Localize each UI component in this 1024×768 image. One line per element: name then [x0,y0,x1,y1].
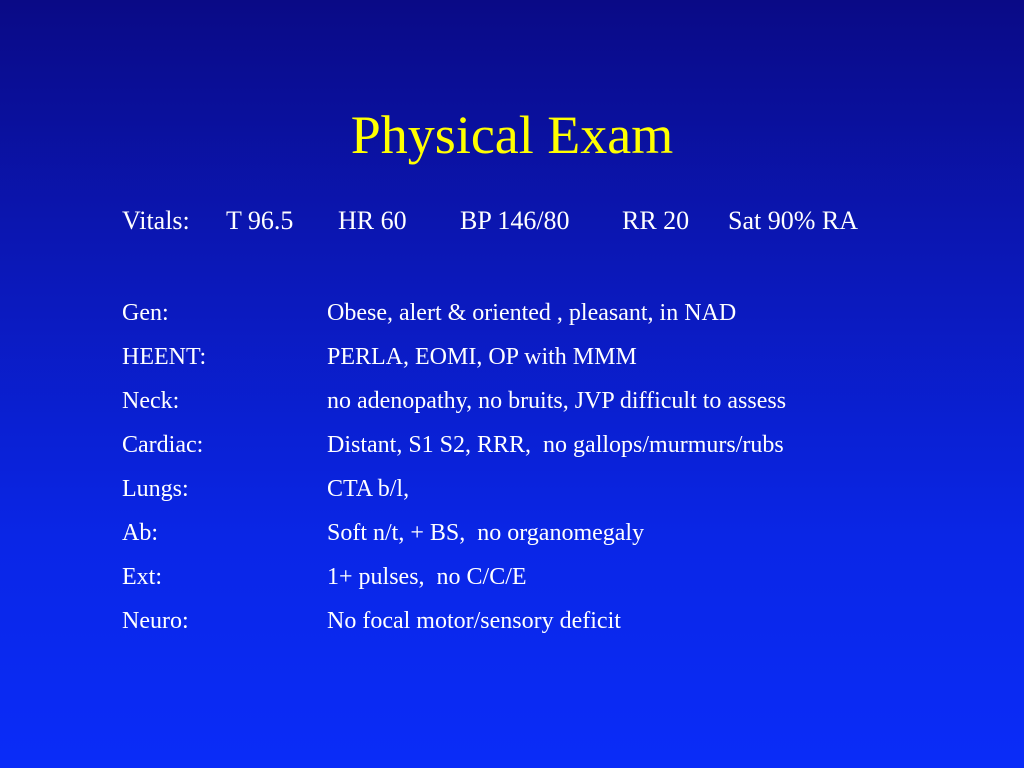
exam-value: Obese, alert & oriented , pleasant, in NAD [327,300,737,326]
exam-label: Lungs: [122,476,189,502]
exam-label: Ext: [122,564,162,590]
exam-row-lungs [122,467,942,511]
vitals-temperature: T 96.5 [226,206,294,235]
exam-row-neuro [122,599,942,643]
exam-label: Gen: [122,300,169,326]
exam-value: CTA b/l, [327,476,410,502]
exam-value: Distant, S1 S2, RRR, no gallops/murmurs/rubs [327,432,784,458]
exam-label: Neuro: [122,608,189,634]
exam-value: no adenopathy, no bruits, JVP difficult to assess [327,388,787,414]
vitals-oxygen-saturation: Sat 90% RA [728,206,858,235]
exam-row-gen [122,291,942,335]
exam-findings-list [122,291,942,643]
exam-label: Ab: [122,520,158,546]
exam-value: No focal motor/sensory deficit [327,608,621,634]
exam-label: HEENT: [122,344,207,370]
exam-row-cardiac [122,423,942,467]
exam-row-neck [122,379,942,423]
exam-row-ab [122,511,942,555]
vitals-heart-rate: HR 60 [338,206,407,235]
exam-row-ext [122,555,942,599]
vitals-blood-pressure: BP 146/80 [460,206,570,235]
exam-row-heent [122,335,942,379]
exam-label: Cardiac: [122,432,204,458]
exam-label: Neck: [122,388,180,414]
exam-value: 1+ pulses, no C/C/E [327,564,527,590]
vitals-label: Vitals: [122,206,190,235]
exam-value: Soft n/t, + BS, no organomegaly [327,520,645,546]
vitals-respiratory-rate: RR 20 [622,206,690,235]
slide-title: Physical Exam [350,105,674,165]
exam-value: PERLA, EOMI, OP with MMM [327,344,637,370]
vitals-line [122,203,858,239]
